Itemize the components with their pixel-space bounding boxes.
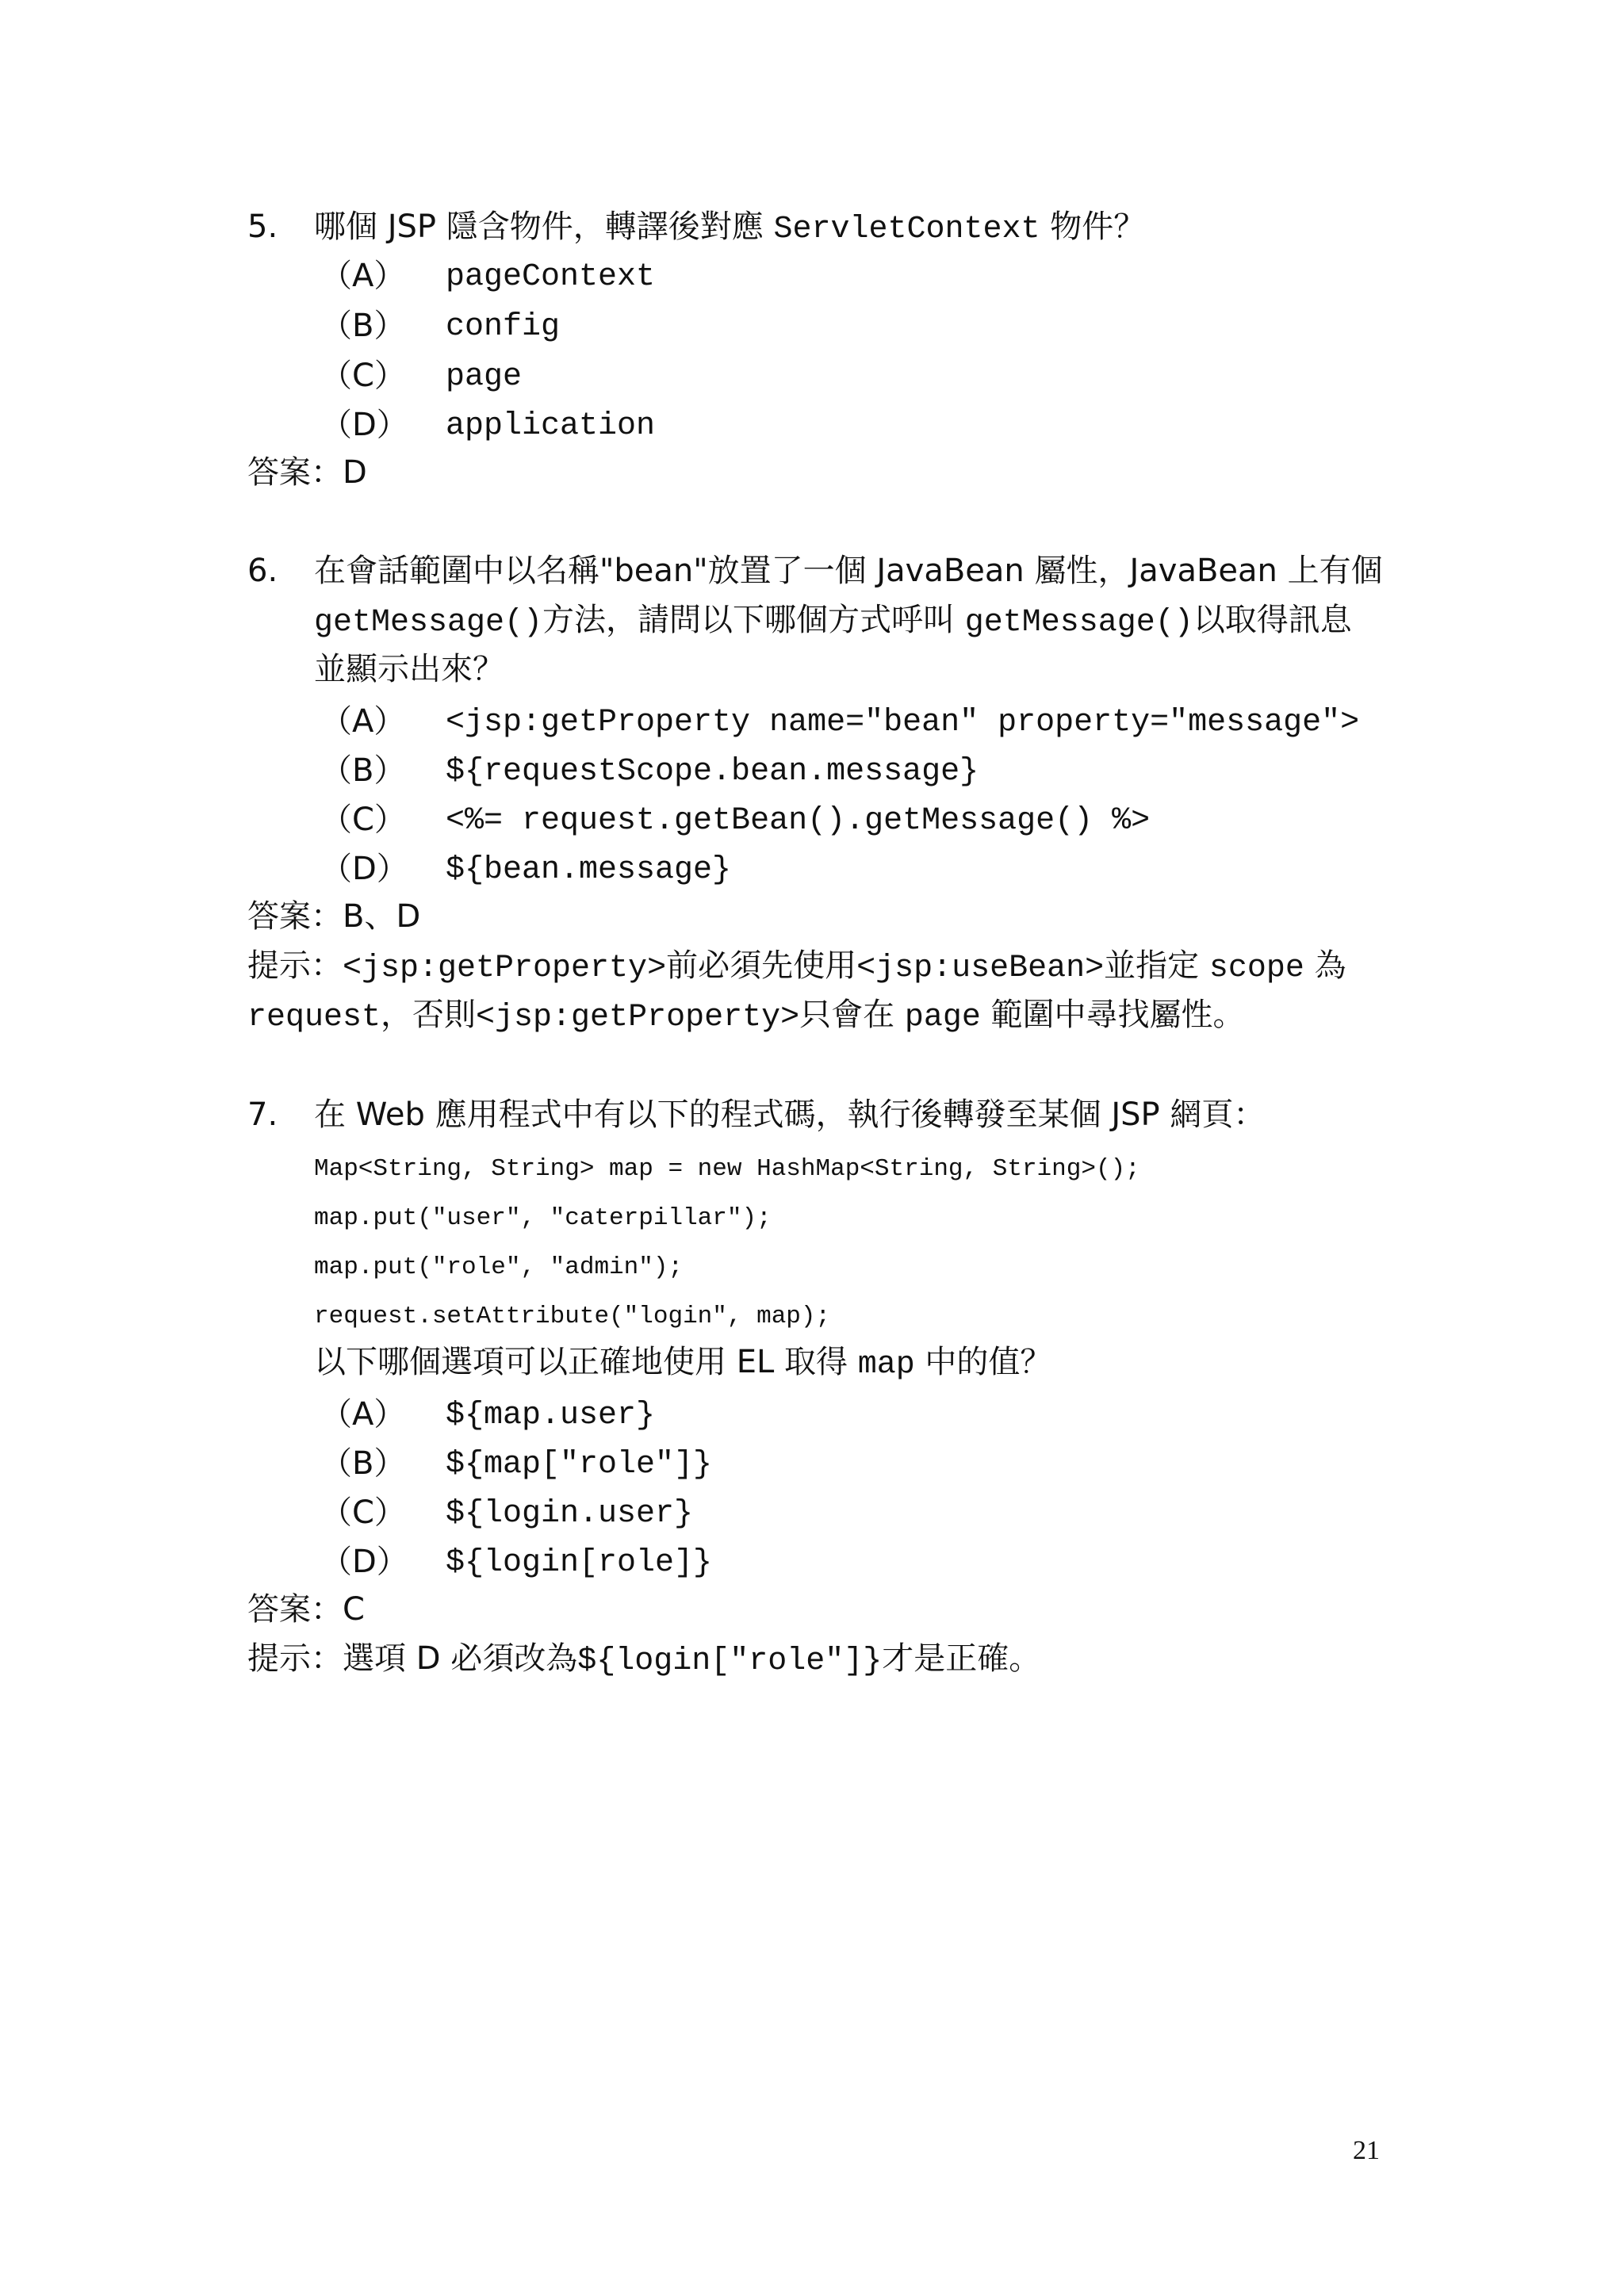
option-label: （B） [320,308,406,344]
question-prompt: 以下哪個選項可以正確地使用 EL 取得 map 中的值？ [314,1344,1052,1383]
option-text: ${requestScope.bean.message} [446,754,979,790]
question-number: 7. [247,1096,278,1133]
option-label: （B） [320,752,406,789]
answer: 答案：C [247,1591,365,1628]
option-label: （C） [320,358,406,394]
option-text: application [446,408,656,444]
question-stem-line-3: 並顯示出來？ [314,651,504,687]
hint-line-1: 提示：<jsp:getProperty>前必須先使用<jsp:useBean>並指定 scope 為 [247,947,1346,986]
question-stem-line-1: 在會話範圍中以名稱"bean"放置了一個 JavaBean 屬性，JavaBean 上有個 [314,553,1383,589]
code-line: request.setAttribute("login", map); [314,1303,831,1330]
option-label: （B） [320,1445,406,1482]
answer: 答案：B、D [247,898,421,935]
option-text: <jsp:getProperty name="bean" property="message"> [446,705,1360,740]
option-text: config [446,309,561,345]
option-text: ${login.user} [446,1496,694,1532]
option-text: ${bean.message} [446,852,732,888]
option-text: ${login[role]} [446,1545,713,1581]
code-line: Map<String, String> map = new HashMap<String, String>(); [314,1155,1140,1183]
option-label: （D） [320,407,408,443]
code-line: map.put("user", "caterpillar"); [314,1204,772,1232]
answer: 答案：D [247,454,367,491]
option-label: （C） [320,1494,406,1531]
option-text: page [446,359,523,395]
option-label: （A） [320,258,406,294]
option-text: pageContext [446,259,656,295]
option-label: （D） [320,851,408,887]
option-label: （C） [320,802,406,838]
question-number: 6. [247,553,278,589]
code-line: map.put("role", "admin"); [314,1253,684,1281]
option-text: <%= request.getBean().getMessage() %> [446,803,1151,839]
option-label: （D） [320,1544,408,1580]
question-number: 5. [247,209,278,245]
page-number: 21 [1353,2136,1380,2165]
option-label: （A） [320,1396,406,1433]
question-stem: 哪個 JSP 隱含物件，轉譯後對應 ServletContext 物件？ [314,209,1146,247]
option-text: ${map.user} [446,1398,656,1433]
hint: 提示：選項 D 必須改為${login["role"]}才是正確。 [247,1640,1041,1679]
question-stem: 在 Web 應用程式中有以下的程式碼，執行後轉發至某個 JSP 網頁： [314,1096,1266,1133]
option-label: （A） [320,703,406,740]
hint-line-2: request，否則<jsp:getProperty>只會在 page 範圍中尋找屬性。 [247,997,1245,1035]
question-stem-line-2: getMessage()方法，請問以下哪個方式呼叫 getMessage()以取得訊息 [314,602,1352,641]
option-text: ${map["role"]} [446,1447,713,1483]
